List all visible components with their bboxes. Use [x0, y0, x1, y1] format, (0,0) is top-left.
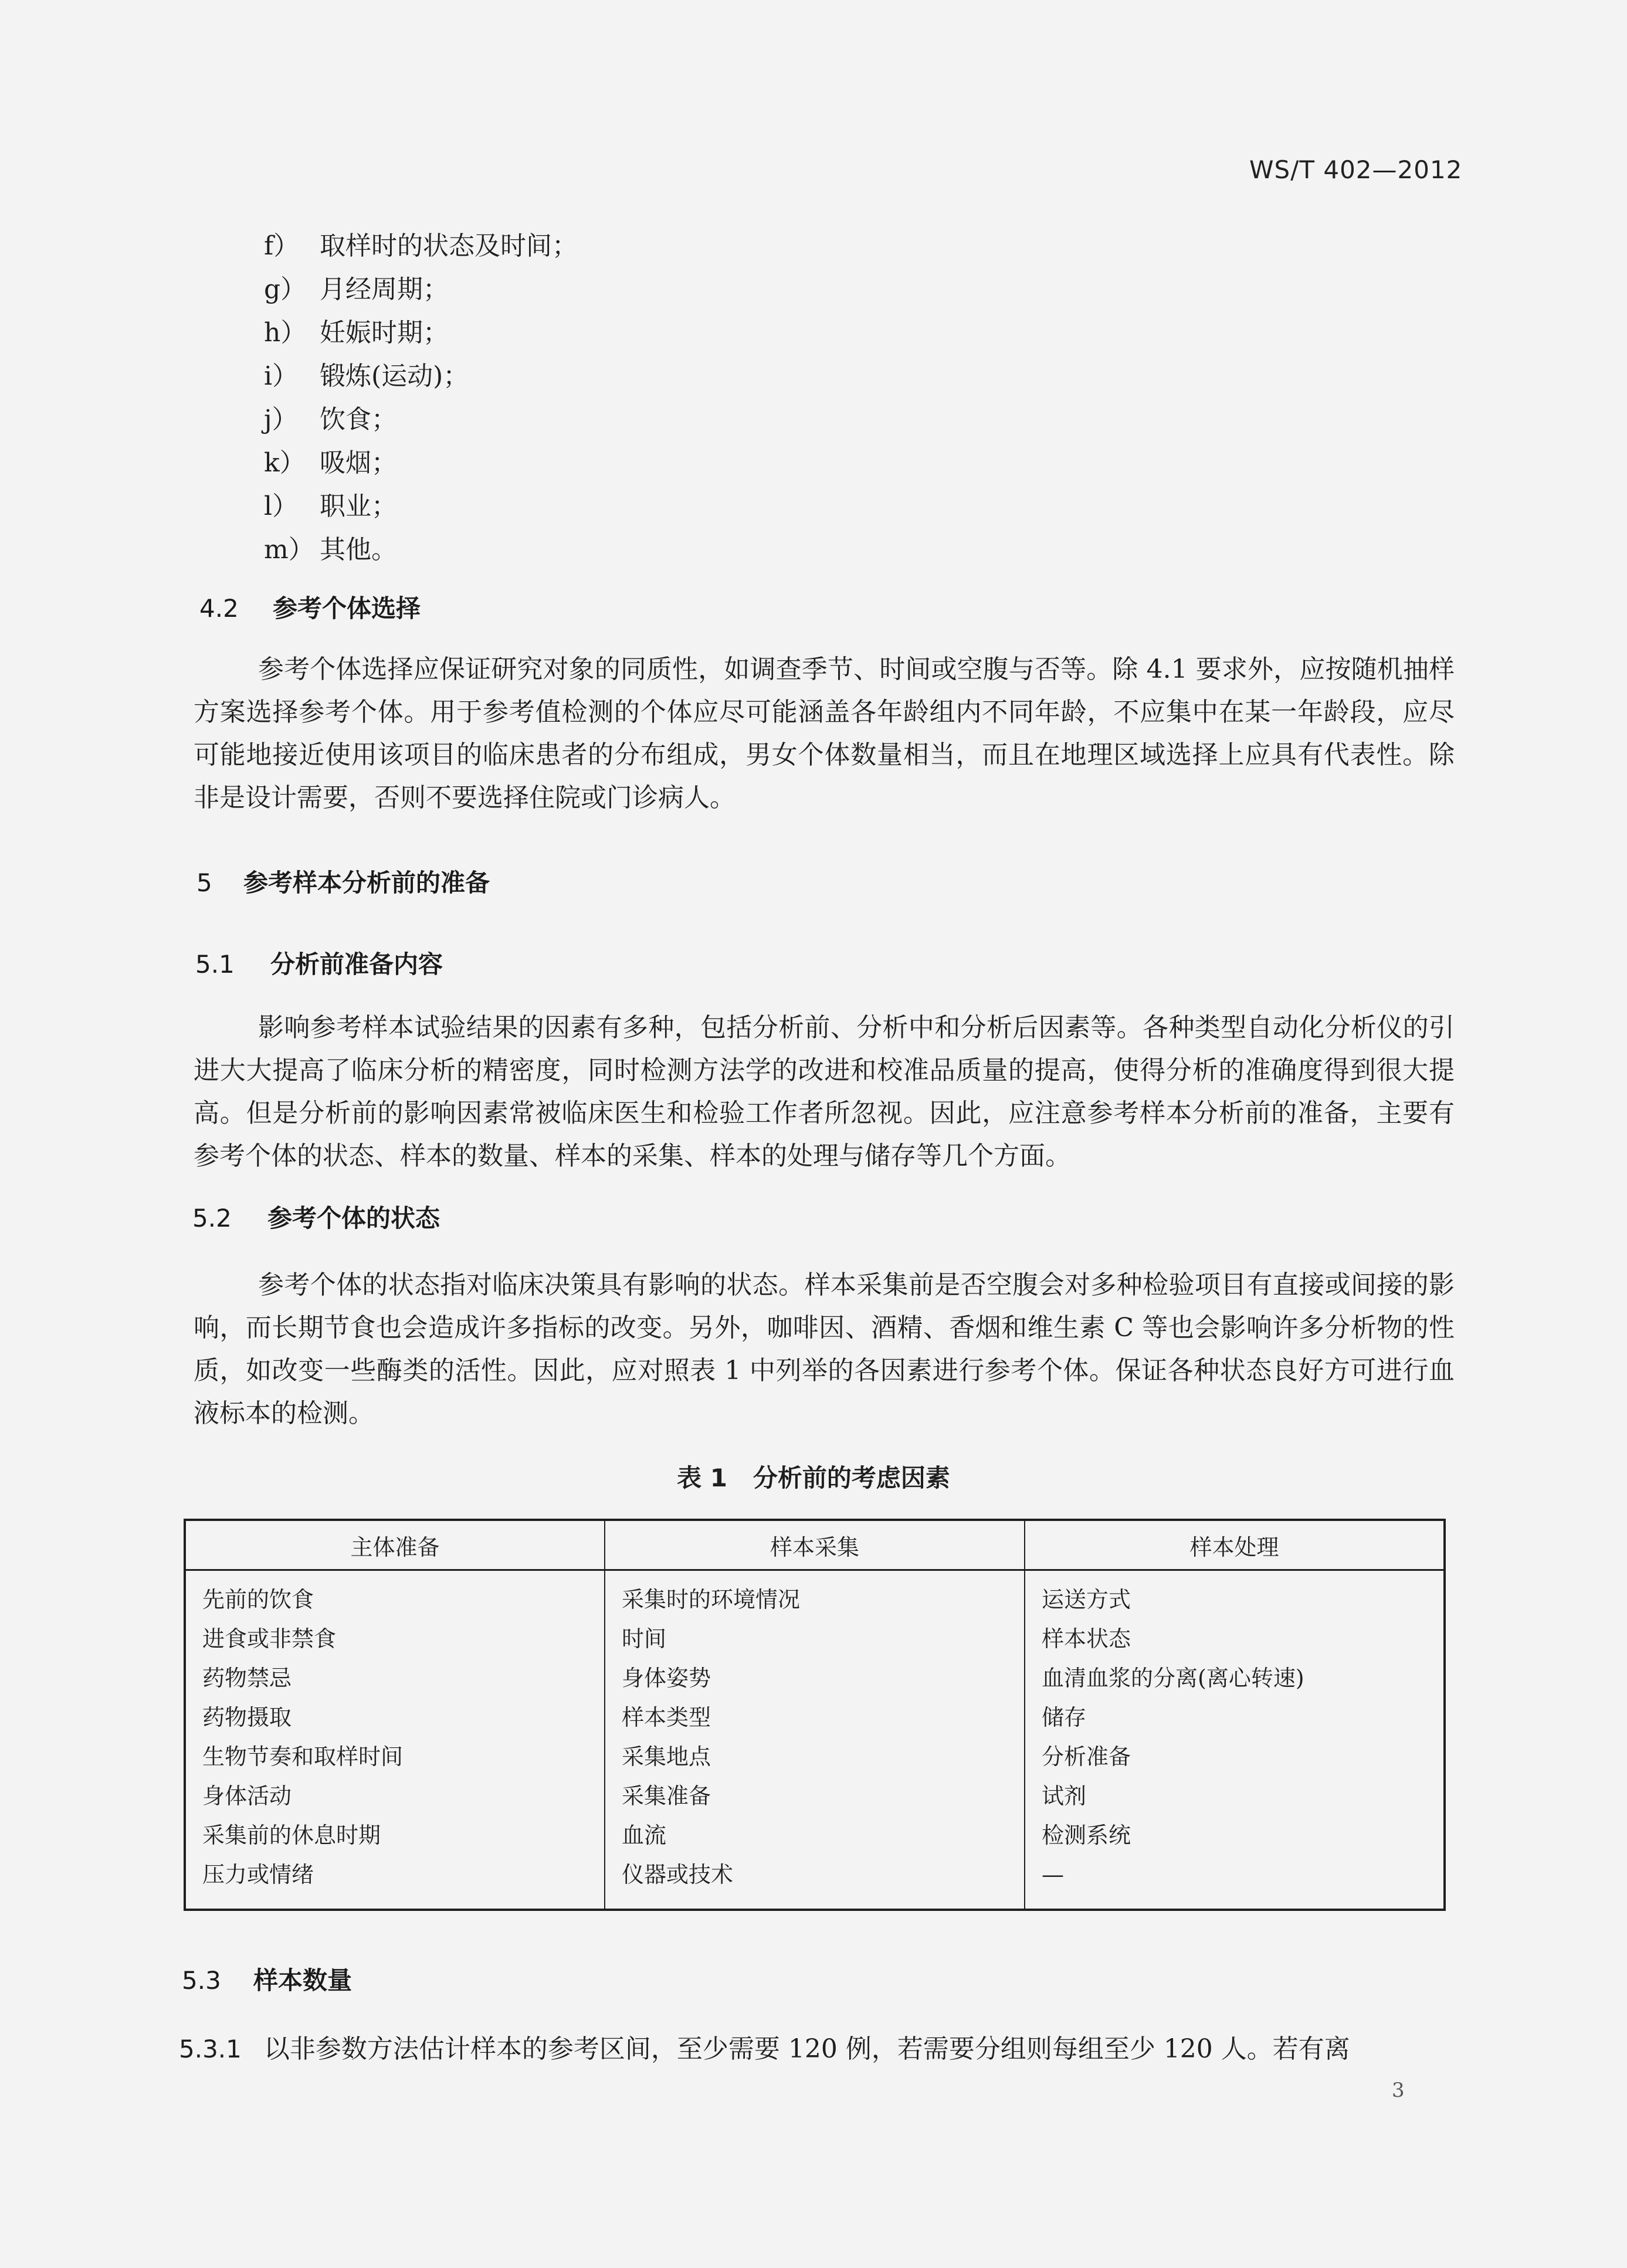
section-title: 参考样本分析前的准备: [243, 868, 490, 897]
section-number: 5.1: [195, 950, 235, 979]
column-header: 样本处理: [1025, 1520, 1445, 1570]
section-4-2-paragraph: 参考个体选择应保证研究对象的同质性，如调查季节、时间或空腹与否等。除 4.1 要求外，应按随机抽样方案选择参考个体。用于参考值检测的个体应尽可能涵盖各年龄组内不同年龄，不应集中在某一年龄段，应尽可能地接近使用该项目的临床患者的分布组成，男女个体数量相当，而且在地理区域选择上应具有代表性。除非是设计需要，否则不要选择住院或门诊病人。: [194, 654, 1455, 813]
section-5-heading: [196, 864, 490, 899]
list-item: [264, 225, 578, 262]
table-cell: 试剂: [1042, 1783, 1087, 1809]
list-item-mark: f）: [264, 231, 300, 261]
section-5-3-heading: [182, 1961, 352, 1997]
list-item-text: 吸烟；: [320, 448, 397, 478]
table-cell: 分析准备: [1042, 1744, 1131, 1770]
table-cell: 药物禁忌: [202, 1665, 292, 1691]
list-item: [264, 485, 397, 522]
list-item-text: 月经周期；: [320, 274, 449, 304]
section-5-1-paragraph: 影响参考样本试验结果的因素有多种，包括分析前、分析中和分析后因素等。各种类型自动化分析仪的引进大大提高了临床分析的精密度，同时检测方法学的改进和校准品质量的提高，使得分析的准确度得到很大提高。但是分析前的影响因素常被临床医生和检验工作者所忽视。因此，应注意参考样本分析前的准备，主要有参考个体的状态、样本的数量、样本的采集、样本的处理与储存等几个方面。: [194, 1013, 1455, 1171]
list-item: [264, 528, 397, 566]
section-text: 以非参数方法估计样本的参考区间，至少需要 120 例，若需要分组则每组至少 120 人。若有离: [263, 2034, 1350, 2064]
section-title: 参考个体的状态: [267, 1204, 440, 1233]
section-number: 4.2: [199, 594, 239, 623]
list-item-mark: j）: [264, 405, 298, 434]
table-cell: 身体活动: [202, 1783, 292, 1809]
table-cell: 采集前的休息时期: [202, 1822, 381, 1848]
list-item-text: 其他。: [320, 535, 397, 565]
document-code: WS/T 402—2012: [1249, 155, 1463, 184]
list-item: [264, 442, 397, 479]
table-cell: 压力或情绪: [202, 1862, 314, 1887]
table-cell: 身体姿势: [622, 1665, 711, 1691]
section-5-3-1: [179, 2028, 1350, 2065]
list-item: [264, 398, 397, 436]
list-item-text: 妊娠时期；: [320, 318, 449, 348]
table-cell: 储存: [1042, 1705, 1087, 1730]
table-cell: 先前的饮食: [202, 1587, 314, 1612]
list-item: [264, 355, 469, 392]
table-cell: 血流: [622, 1822, 667, 1848]
column-sample-collection: [605, 1570, 1025, 1910]
list-item-mark: g）: [264, 274, 307, 304]
section-title: 参考个体选择: [273, 594, 421, 623]
column-sample-processing: [1025, 1570, 1445, 1910]
list-item-mark: k）: [264, 448, 306, 478]
table-cell: 采集准备: [622, 1783, 711, 1809]
list-item-mark: m）: [264, 535, 314, 565]
list-item-mark: l）: [264, 491, 299, 521]
table-cell: 运送方式: [1042, 1587, 1131, 1612]
section-number: 5: [196, 868, 212, 897]
table-1-caption: 表 1 分析前的考虑因素: [677, 1464, 950, 1492]
table-cell: 血清血浆的分离(离心转速): [1042, 1665, 1304, 1691]
table-cell: —: [1042, 1862, 1064, 1887]
section-5-1-heading: [195, 945, 443, 980]
list-item: [264, 311, 449, 349]
list-item-mark: i）: [264, 361, 299, 391]
table-cell: 样本状态: [1042, 1626, 1131, 1652]
section-5-2-heading: [192, 1199, 440, 1234]
table-cell: 采集时的环境情况: [622, 1587, 801, 1612]
section-5-2-paragraph: 参考个体的状态指对临床决策具有影响的状态。样本采集前是否空腹会对多种检验项目有直接或间接的影响，而长期节食也会造成许多指标的改变。另外，咖啡因、酒精、香烟和维生素 C 等也会影响许多分析物的性质，如改变一些酶类的活性。因此，应对照表 1 中列举的各因素进行参考个体。保证各种状态良好方可进行血液标本的检测。: [194, 1270, 1455, 1428]
column-header: 主体准备: [185, 1520, 605, 1570]
section-number: 5.2: [192, 1204, 232, 1233]
table-cell: 进食或非禁食: [202, 1626, 337, 1652]
column-subject-preparation: [185, 1570, 605, 1910]
table-cell: 采集地点: [622, 1744, 711, 1770]
list-item-text: 锻炼(运动)；: [320, 361, 469, 391]
table-cell: 时间: [622, 1626, 667, 1652]
table-cell: 检测系统: [1042, 1822, 1131, 1848]
table-cell: 样本类型: [622, 1705, 711, 1730]
section-4-2-heading: [199, 589, 421, 624]
table-header-row: [185, 1520, 1445, 1570]
section-number: 5.3: [182, 1966, 221, 1995]
table-body-row: [185, 1570, 1445, 1910]
page-number: 3: [1392, 2079, 1405, 2102]
list-item-mark: h）: [264, 318, 307, 348]
list-item: [264, 268, 449, 305]
table-cell: 药物摄取: [202, 1705, 292, 1730]
table-cell: 生物节奏和取样时间: [202, 1744, 404, 1770]
column-header: 样本采集: [605, 1520, 1025, 1570]
list-item-text: 职业；: [320, 491, 397, 521]
list-item-text: 取样时的状态及时间；: [320, 231, 578, 261]
section-number: 5.3.1: [179, 2035, 242, 2063]
table-1: [184, 1519, 1446, 1911]
section-title: 分析前准备内容: [270, 950, 443, 979]
section-title: 样本数量: [253, 1966, 352, 1995]
table-cell: 仪器或技术: [622, 1862, 734, 1887]
list-item-text: 饮食；: [320, 405, 397, 434]
